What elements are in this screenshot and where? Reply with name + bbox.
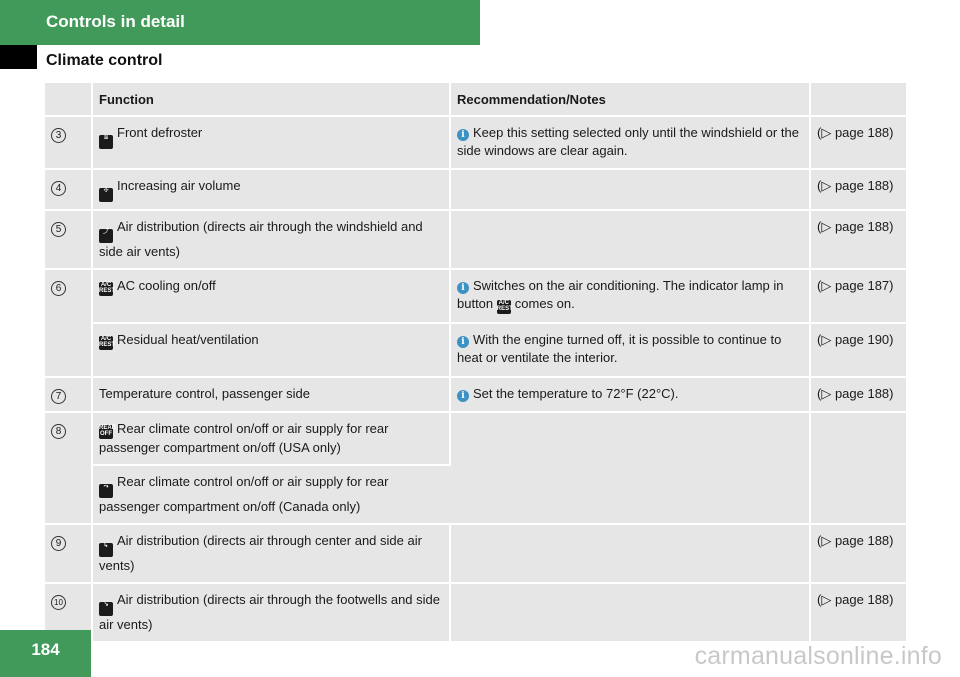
note-cell [451, 413, 811, 523]
table-header-row [45, 83, 906, 115]
page-ref-link[interactable]: (▷ page 190) [811, 324, 906, 376]
function-cell: Temperature control, passenger side [93, 378, 451, 411]
info-icon: i [457, 336, 469, 348]
center-vent-icon: ↳ [99, 543, 113, 557]
table-row [45, 584, 906, 641]
function-cell: A/C REST Residual heat/ventilation [93, 324, 451, 376]
header-ref [811, 83, 906, 115]
function-cell: REAR OFF Rear climate control on/off or air supply for rear passenger compartment on/off (USA only) [93, 413, 451, 464]
page-number: 184 [0, 630, 91, 677]
info-icon: i [457, 390, 469, 402]
page-ref-link[interactable]: (▷ page 187) [811, 270, 906, 322]
row-number: 6 [45, 270, 93, 376]
row-number: 8 [45, 413, 93, 523]
function-cell: ⤴ Air distribution (directs air through the windshield and side air vents) [93, 211, 451, 268]
row-number: 4 [45, 170, 93, 209]
header-num [45, 83, 93, 115]
note-cell [451, 525, 811, 582]
note-cell: i Keep this setting selected only until the windshield or the side windows are clear again. [451, 117, 811, 168]
table-row [45, 270, 906, 322]
footwell-icon: ↘ [99, 602, 113, 616]
chapter-title: Controls in detail [46, 12, 185, 31]
note-cell: i Switches on the air conditioning. The indicator lamp in button A/C REST comes on. [451, 270, 811, 322]
header-function: Function [93, 83, 451, 115]
chapter-header [0, 0, 480, 45]
row-number: 3 [45, 117, 93, 168]
page-ref-link[interactable]: (▷ page 188) [811, 117, 906, 168]
table-row [45, 324, 906, 376]
table-row [45, 211, 906, 268]
fan-icon: ✣ [99, 188, 113, 202]
note-cell [451, 211, 811, 268]
note-cell [451, 584, 811, 641]
row-number: 7 [45, 378, 93, 411]
page-ref-link[interactable]: (▷ page 188) [811, 525, 906, 582]
page-ref-cell [811, 413, 906, 523]
ac-rest-icon: A/C REST [496, 300, 513, 312]
function-cell: ≋ Front defroster [93, 117, 451, 168]
page-ref-link[interactable]: (▷ page 188) [811, 378, 906, 411]
ac-rest-icon: A/C REST [99, 336, 116, 348]
page-ref-link[interactable]: (▷ page 188) [811, 170, 906, 209]
page-ref-link[interactable]: (▷ page 188) [811, 211, 906, 268]
note-cell [451, 170, 811, 209]
info-icon: i [457, 129, 469, 141]
windshield-airflow-icon: ⤴ [99, 229, 113, 243]
note-cell: i Set the temperature to 72°F (22°C). [451, 378, 811, 411]
front-defroster-icon: ≋ [99, 135, 113, 149]
page-ref-link[interactable]: (▷ page 188) [811, 584, 906, 641]
table-row [45, 117, 906, 168]
rear-airflow-off-icon: ⤳ [99, 484, 113, 498]
header-notes: Recommendation/Notes [451, 83, 811, 115]
row-number: 5 [45, 211, 93, 268]
function-cell: ↳ Air distribution (directs air through center and side air vents) [93, 525, 451, 582]
table-row [45, 413, 906, 464]
info-icon: i [457, 282, 469, 294]
table-row [45, 525, 906, 582]
note-cell: i With the engine turned off, it is possible to continue to heat or ventilate the interior. [451, 324, 811, 376]
controls-table [45, 81, 906, 643]
rear-off-icon: REAR OFF [99, 425, 117, 437]
watermark: carmanualsonline.info [694, 642, 942, 670]
section-title: Climate control [46, 52, 163, 69]
table-row [45, 378, 906, 411]
row-number: 10 [45, 584, 93, 641]
function-cell: ✣ Increasing air volume [93, 170, 451, 209]
function-cell: A/C REST AC cooling on/off [93, 270, 451, 322]
function-cell: ↘ Air distribution (directs air through the footwells and side air vents) [93, 584, 451, 641]
table-row [45, 170, 906, 209]
ac-rest-icon: A/C REST [99, 282, 116, 294]
section-marker [0, 45, 37, 69]
function-cell: ⤳ Rear climate control on/off or air supply for rear passenger compartment on/off (Canada only) [93, 466, 451, 523]
row-number: 9 [45, 525, 93, 582]
